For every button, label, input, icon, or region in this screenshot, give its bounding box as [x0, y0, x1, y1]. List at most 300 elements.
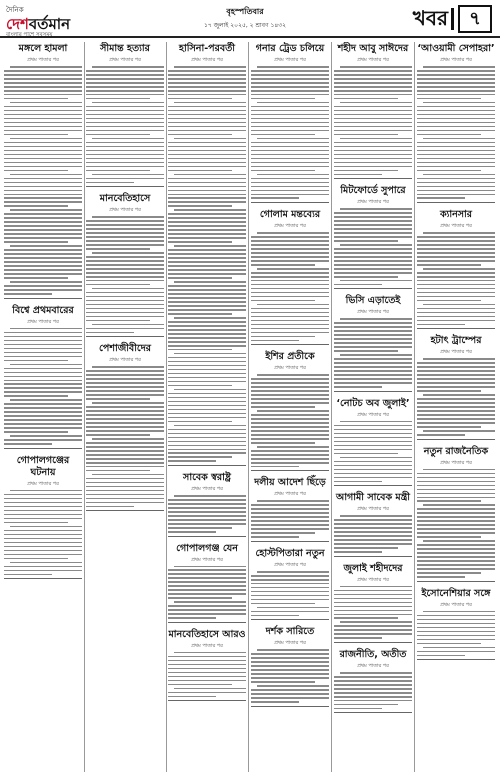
article-headline[interactable]: শহীদ আবু সাঈদের: [337, 43, 409, 54]
text-line: [417, 324, 465, 326]
column-divider: [414, 42, 415, 772]
article-continuation-note: প্রথম পাতার পর: [27, 318, 59, 325]
article-body: [4, 328, 82, 445]
article-headline[interactable]: ইশির প্রতীকে: [265, 351, 315, 363]
text-line: [168, 241, 232, 243]
text-line: [92, 216, 164, 218]
text-line: [417, 118, 495, 120]
text-line: [168, 146, 246, 148]
text-line: [417, 106, 495, 108]
text-line: [251, 438, 329, 440]
text-line: [168, 585, 246, 587]
text-line: [251, 611, 329, 613]
text-line: [168, 162, 246, 164]
text-line: [257, 232, 329, 234]
article-headline[interactable]: রাজনীতি, অতীত: [339, 649, 407, 660]
text-line: [168, 589, 246, 591]
text-line: [334, 382, 412, 384]
text-line: [168, 672, 246, 674]
text-line: [92, 324, 164, 326]
text-line: [168, 409, 246, 411]
text-line: [251, 292, 329, 294]
article[interactable]: [4, 304, 82, 449]
text-line: [417, 434, 465, 436]
article[interactable]: [168, 628, 246, 701]
text-line: [10, 364, 82, 366]
text-line: [334, 276, 398, 278]
text-line: [86, 498, 164, 500]
text-line: [4, 415, 82, 417]
article[interactable]: [4, 454, 82, 579]
article-separator: [417, 581, 495, 582]
article-body: [334, 672, 412, 709]
text-line: [251, 406, 315, 408]
article-separator: [334, 178, 412, 179]
article-continuation-note: প্রথম পাতার পর: [357, 663, 389, 669]
article-headline[interactable]: নতুন রাজনৈতিক: [423, 445, 489, 457]
text-line: [251, 528, 329, 530]
text-line: [417, 500, 481, 502]
text-line: [251, 260, 329, 262]
article[interactable]: [334, 294, 412, 391]
text-line: [86, 462, 164, 464]
text-line: [86, 320, 150, 322]
text-line: [4, 522, 68, 524]
text-line: [417, 82, 495, 84]
text-line: [86, 110, 164, 112]
article-continuation-note: প্রথম পাতার পর: [191, 57, 223, 63]
text-line: [334, 633, 412, 635]
text-line: [251, 394, 329, 396]
text-line: [251, 340, 299, 342]
text-line: [334, 429, 412, 431]
text-line: [417, 300, 481, 302]
text-line: [168, 361, 246, 363]
text-line: [92, 366, 164, 368]
article-headline[interactable]: গোপালগঞ্জ যেন: [176, 542, 238, 554]
text-line: [168, 660, 246, 662]
article-headline[interactable]: হাসিনা-পরবর্তী: [179, 43, 235, 54]
text-line: [423, 504, 495, 506]
article-headline[interactable]: সীমান্ত হত্যার: [100, 43, 150, 54]
text-line: [251, 94, 329, 96]
article[interactable]: [251, 42, 329, 203]
text-line: [4, 182, 82, 184]
text-line: [4, 423, 82, 425]
text-line: [168, 381, 246, 383]
text-line: [86, 292, 164, 294]
article[interactable]: [251, 476, 329, 541]
article-continuation-note: প্রথম পাতার পর: [440, 349, 472, 356]
text-line: [174, 425, 246, 427]
text-line: [168, 413, 246, 415]
text-line: [334, 477, 412, 479]
text-line: [168, 261, 246, 263]
article-continuation-note: প্রথম পাতার পর: [274, 57, 306, 63]
text-line: [168, 531, 216, 533]
text-line: [168, 337, 246, 339]
text-line: [168, 197, 246, 199]
text-line: [4, 542, 82, 544]
text-line: [92, 474, 164, 476]
article[interactable]: [168, 42, 246, 466]
article-headline[interactable]: গনার ট্রেড চলিয়ে: [255, 43, 325, 54]
text-line: [334, 617, 398, 619]
text-line: [168, 385, 232, 387]
text-line: [251, 693, 329, 695]
text-line: [417, 312, 495, 314]
article[interactable]: [251, 350, 329, 471]
text-line: [4, 285, 82, 287]
text-line: [4, 166, 82, 168]
text-line: [340, 586, 412, 588]
text-line: [417, 166, 495, 168]
text-line: [4, 241, 68, 243]
text-line: [92, 252, 164, 254]
text-line: [168, 617, 216, 619]
text-line: [168, 357, 246, 359]
text-line: [417, 414, 495, 416]
text-line: [168, 507, 246, 509]
logo-tagline: বাংলার পাশে সবসময়: [6, 32, 53, 38]
text-line: [334, 118, 412, 120]
article-continuation-note: প্রথম পাতার পর: [191, 486, 223, 493]
text-line: [417, 374, 495, 376]
article[interactable]: [168, 471, 246, 536]
text-line: [340, 672, 412, 674]
text-line: [340, 244, 412, 246]
article-continuation-note: প্রথম পাতার পর: [440, 601, 472, 608]
text-line: [251, 524, 329, 526]
text-line: [168, 445, 246, 447]
issue-date: ১৭ জুলাই ২০২৫, ২ শ্রাবণ ১৪৩২: [203, 22, 287, 29]
article-headline[interactable]: গোপালগঞ্জের ঘটনায়: [16, 454, 70, 478]
text-line: [257, 607, 329, 609]
text-line: [4, 78, 82, 80]
text-line: [417, 276, 495, 278]
text-line: [4, 273, 82, 275]
text-line: [417, 252, 495, 254]
text-line: [251, 284, 329, 286]
text-line: [92, 66, 164, 68]
text-line: [4, 201, 82, 203]
article-headline[interactable]: মিটফোর্ডে সুপারে: [340, 185, 406, 197]
text-line: [4, 494, 82, 496]
article[interactable]: [334, 562, 412, 643]
article[interactable]: [86, 192, 164, 337]
article[interactable]: [417, 445, 495, 582]
text-line: [251, 386, 329, 388]
text-line: [251, 402, 329, 404]
text-line: [168, 90, 246, 92]
text-line: [334, 676, 412, 678]
article[interactable]: [334, 397, 412, 486]
article[interactable]: [334, 491, 412, 556]
article-separator: [4, 448, 82, 449]
text-line: [251, 316, 329, 318]
text-line: [168, 397, 246, 399]
text-line: [4, 205, 68, 207]
text-line: [174, 652, 246, 654]
text-line: [251, 194, 329, 196]
text-line: [86, 442, 164, 444]
column-divider: [166, 42, 167, 772]
text-line: [417, 615, 495, 617]
article-headline[interactable]: দলীয় আদেশ ছিঁড়ে: [254, 477, 326, 489]
text-line: [334, 284, 382, 286]
text-line: [251, 240, 329, 242]
text-line: [168, 86, 246, 88]
text-line: [174, 317, 246, 319]
text-line: [251, 442, 315, 444]
text-line: [251, 90, 329, 92]
text-line: [257, 138, 329, 140]
text-line: [334, 224, 412, 226]
text-line: [4, 126, 82, 128]
text-line: [251, 186, 329, 188]
text-line: [251, 595, 329, 597]
text-line: [334, 94, 412, 96]
text-line: [334, 338, 412, 340]
text-line: [4, 550, 82, 552]
text-line: [251, 244, 329, 246]
text-line: [334, 378, 412, 380]
text-line: [4, 443, 52, 445]
text-line: [334, 330, 412, 332]
text-line: [168, 166, 246, 168]
text-line: [334, 346, 412, 348]
column-6: [417, 42, 495, 772]
text-line: [334, 370, 412, 372]
text-line: [251, 665, 329, 667]
article[interactable]: [168, 542, 246, 623]
text-line: [168, 269, 246, 271]
text-line: [168, 417, 246, 419]
text-line: [4, 118, 82, 120]
text-line: [4, 253, 82, 255]
text-line: [417, 489, 495, 491]
article[interactable]: [334, 42, 412, 179]
text-line: [423, 66, 495, 68]
text-line: [334, 366, 412, 368]
article-headline[interactable]: ‘আওয়ামী সেপাহরা’: [417, 43, 495, 54]
text-line: [251, 414, 329, 416]
article-headline[interactable]: ভিসি এড়াতেই: [345, 295, 401, 307]
text-line: [168, 82, 246, 84]
issue-day: বৃহস্পতিবার: [226, 7, 264, 16]
article-headline[interactable]: ইসোনেশিয়ার সঙ্গে: [421, 587, 491, 599]
article[interactable]: [334, 184, 412, 289]
text-line: [417, 477, 495, 479]
text-line: [4, 506, 82, 508]
text-line: [423, 469, 495, 471]
text-line: [334, 602, 412, 604]
masthead: [0, 0, 500, 38]
article-headline[interactable]: ক্যানসার: [439, 209, 473, 221]
text-line: [168, 405, 246, 407]
article-headline[interactable]: হোস্টপিতারা নতুন: [255, 547, 325, 559]
text-line: [168, 309, 246, 311]
article[interactable]: [86, 342, 164, 511]
text-line: [4, 261, 82, 263]
text-line: [4, 74, 82, 76]
article-headline[interactable]: দর্শক সারিতে: [265, 626, 315, 638]
text-line: [4, 407, 82, 409]
text-line: [86, 370, 164, 372]
text-line: [168, 237, 246, 239]
article-headline[interactable]: জুলাই শহীদদের: [343, 562, 403, 574]
article-headline[interactable]: মানবেতিহাসে আরও: [168, 628, 246, 640]
article-separator: [417, 328, 495, 329]
text-line: [86, 300, 164, 302]
article[interactable]: [4, 42, 82, 299]
article[interactable]: [251, 208, 329, 345]
text-line: [86, 308, 164, 310]
text-line: [251, 312, 329, 314]
text-line: [4, 574, 52, 576]
text-line: [257, 410, 329, 412]
text-line: [340, 354, 412, 356]
text-line: [4, 178, 82, 180]
text-line: [334, 700, 412, 702]
text-line: [251, 154, 329, 156]
article-headline[interactable]: পেশাজীবীদের: [99, 343, 151, 355]
text-line: [168, 499, 246, 501]
text-line: [168, 684, 232, 686]
text-line: [251, 520, 329, 522]
text-line: [257, 685, 329, 687]
text-line: [334, 610, 412, 612]
text-line: [86, 296, 164, 298]
text-line: [86, 398, 150, 400]
text-line: [340, 66, 412, 68]
text-line: [168, 664, 246, 666]
article[interactable]: [417, 208, 495, 329]
text-line: [4, 70, 82, 72]
text-line: [92, 174, 164, 176]
text-line: [334, 437, 412, 439]
text-line: [251, 98, 315, 100]
text-line: [251, 328, 329, 330]
text-line: [257, 374, 329, 376]
article-continuation-note: প্রথম পাতার পর: [27, 480, 59, 487]
article-continuation-note: প্রথম পাতার পর: [109, 57, 141, 63]
text-line: [334, 688, 412, 690]
text-line: [417, 236, 495, 238]
article-body: [168, 566, 246, 619]
article-headline[interactable]: সাবেক স্বরাষ্ট্র: [183, 472, 231, 484]
text-line: [4, 190, 82, 192]
text-line: [334, 704, 398, 706]
article-headline[interactable]: মানবেতিহাসে: [99, 193, 151, 205]
text-line: [4, 186, 82, 188]
text-line: [334, 130, 412, 132]
text-line: [251, 324, 329, 326]
article-headline[interactable]: ‘নোটচ অব জুলাই’: [336, 397, 410, 409]
text-line: [423, 540, 495, 542]
text-line: [417, 548, 495, 550]
text-line: [417, 564, 495, 566]
text-line: [86, 418, 164, 420]
text-line: [168, 182, 246, 184]
text-line: [86, 280, 164, 282]
text-line: [86, 284, 150, 286]
newspaper-logo[interactable]: [6, 4, 102, 38]
article-headline[interactable]: আগামী সাবেক মন্ত্রী: [335, 492, 411, 504]
article-body: [251, 649, 329, 702]
text-line: [86, 494, 164, 496]
text-line: [168, 213, 246, 215]
text-line: [251, 276, 329, 278]
text-line: [4, 150, 82, 152]
text-line: [417, 568, 495, 570]
column-5: [334, 42, 412, 772]
text-line: [334, 142, 412, 144]
text-line: [86, 394, 164, 396]
article[interactable]: [334, 648, 412, 713]
article-headline[interactable]: বিশ্বে প্রথমবারের: [12, 304, 74, 316]
text-line: [417, 619, 495, 621]
article-headline[interactable]: মঙ্গলে হামলা: [18, 43, 68, 54]
text-line: [4, 194, 82, 196]
text-line: [4, 82, 82, 84]
article-headline[interactable]: গোলাম মন্তব্যের: [259, 209, 321, 221]
text-line: [168, 369, 246, 371]
text-line: [4, 348, 82, 350]
article-body: [417, 358, 495, 435]
text-line: [417, 197, 465, 199]
text-line: [4, 162, 82, 164]
text-line: [86, 82, 164, 84]
article[interactable]: [417, 587, 495, 660]
text-line: [168, 134, 232, 136]
text-line: [86, 470, 150, 472]
text-line: [334, 126, 412, 128]
article[interactable]: [86, 42, 164, 187]
column-3: [168, 42, 246, 772]
text-line: [417, 655, 465, 657]
text-line: [417, 114, 495, 116]
text-line: [417, 256, 495, 258]
article-separator: [417, 202, 495, 203]
article[interactable]: [251, 547, 329, 620]
text-line: [334, 692, 412, 694]
text-line: [86, 70, 164, 72]
text-line: [174, 353, 246, 355]
article[interactable]: [417, 42, 495, 203]
text-line: [168, 253, 246, 255]
text-line: [251, 296, 329, 298]
article-headline[interactable]: হটাৎ ট্রাম্পের: [430, 335, 482, 347]
text-line: [334, 696, 412, 698]
text-line: [417, 402, 495, 404]
text-line: [417, 643, 481, 645]
text-line: [168, 345, 246, 347]
article-body: [86, 66, 164, 183]
text-line: [417, 130, 495, 132]
text-line: [86, 276, 164, 278]
text-line: [251, 462, 329, 464]
article[interactable]: [251, 625, 329, 706]
text-line: [86, 390, 164, 392]
article[interactable]: [417, 334, 495, 439]
text-line: [251, 587, 329, 589]
article-separator: [86, 510, 164, 511]
text-line: [86, 502, 164, 504]
text-line: [334, 86, 412, 88]
text-line: [251, 150, 329, 152]
text-line: [251, 673, 329, 675]
